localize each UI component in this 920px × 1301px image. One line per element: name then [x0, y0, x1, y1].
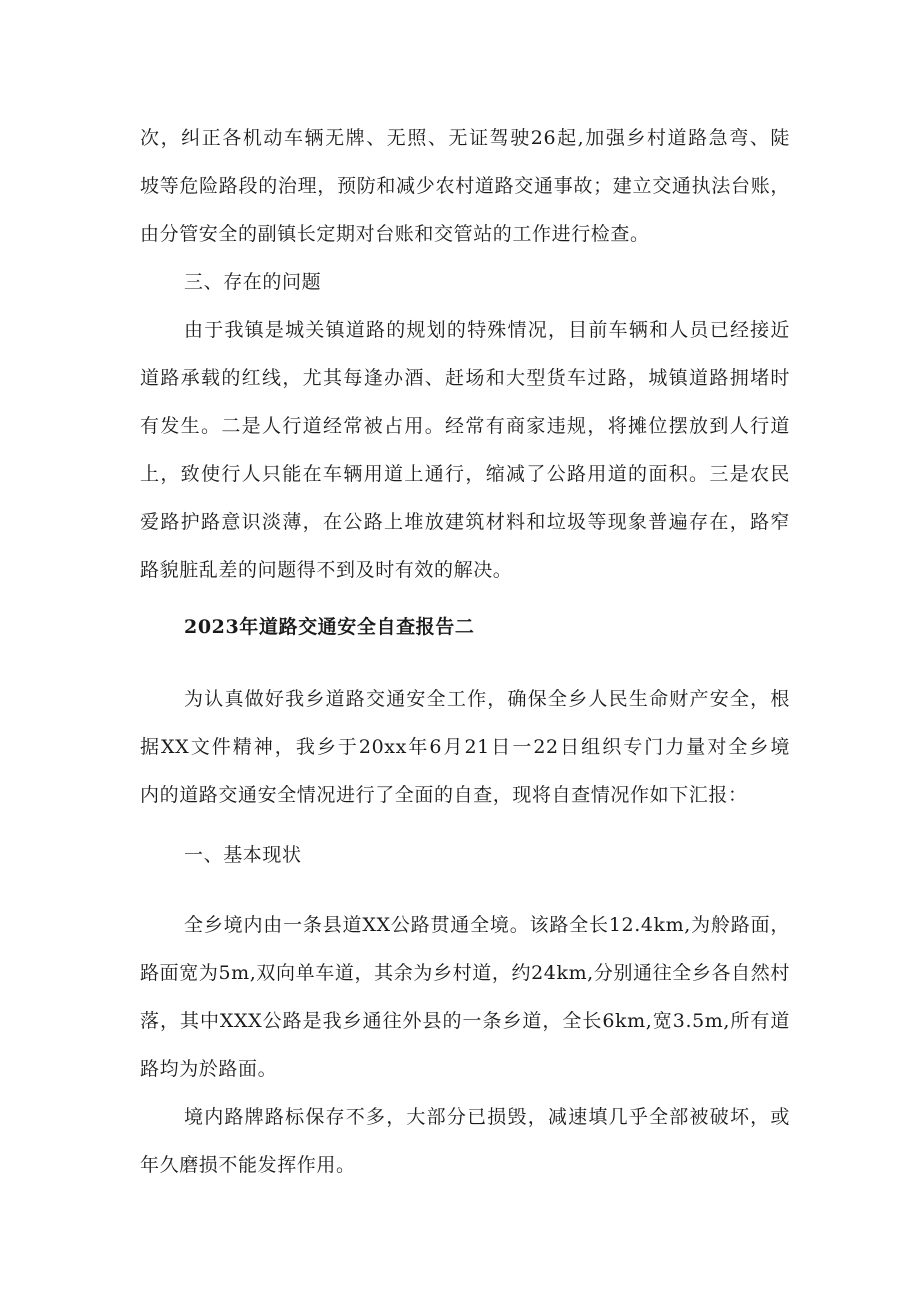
paragraph-line: 落，其中XXX公路是我乡通往外县的一条乡道，全长6km,宽3.5m,所有道	[140, 1010, 790, 1032]
paragraph-line: 年久磨损不能发挥作用。	[140, 1154, 356, 1176]
paragraph-line: 有发生。二是人行道经常被占用。经常有商家违规，将摊位摆放到人行道	[140, 415, 790, 437]
paragraph-line: 由分管安全的副镇长定期对台账和交管站的工作进行检查。	[140, 223, 650, 245]
paragraph-line: 境内路牌路标保存不多，大部分已损毁，减速填几乎全部被破坏，或	[184, 1106, 790, 1128]
paragraph-line: 由于我镇是城关镇道路的规划的特殊情况，目前车辆和人员已经接近	[184, 319, 790, 341]
paragraph-line: 次，纠正各机动车辆无牌、无照、无证驾驶26起,加强乡村道路急弯、陡	[140, 127, 790, 149]
section-heading: 三、存在的问题	[184, 271, 322, 293]
paragraph-line: 路均为於路面。	[140, 1058, 278, 1080]
paragraph-line: 路面宽为5m,双向单车道，其余为乡村道，约24km,分别通往全乡各自然村	[140, 962, 790, 984]
report-title: 2023年道路交通安全自查报告二	[184, 616, 475, 638]
paragraph-line: 全乡境内由一条县道XX公路贯通全境。该路全长12.4km,为舲路面，	[184, 914, 790, 936]
paragraph-line: 据XX文件精神，我乡于20xx年6月21日一22日组织专门力量对全乡境	[140, 736, 790, 758]
paragraph-line: 为认真做好我乡道路交通安全工作，确保全乡人民生命财产安全，根	[184, 688, 790, 710]
section-heading: 一、基本现状	[184, 844, 302, 866]
paragraph-line: 上，致使行人只能在车辆用道上通行，缩减了公路用道的面积。三是农民	[140, 463, 790, 485]
paragraph-line: 爱路护路意识淡薄，在公路上堆放建筑材料和垃圾等现象普遍存在，路窄	[140, 511, 790, 533]
paragraph-line: 内的道路交通安全情况进行了全面的自查，现将自查情况作如下汇报：	[140, 784, 748, 806]
paragraph-line: 道路承载的红线，尤其每逢办酒、赶场和大型货车过路，城镇道路拥堵时	[140, 367, 790, 389]
paragraph-line: 坡等危险路段的治理，预防和减少农村道路交通事故；建立交通执法台账，	[140, 175, 790, 197]
paragraph-line: 路貌脏乱差的问题得不到及时有效的解决。	[140, 559, 513, 581]
